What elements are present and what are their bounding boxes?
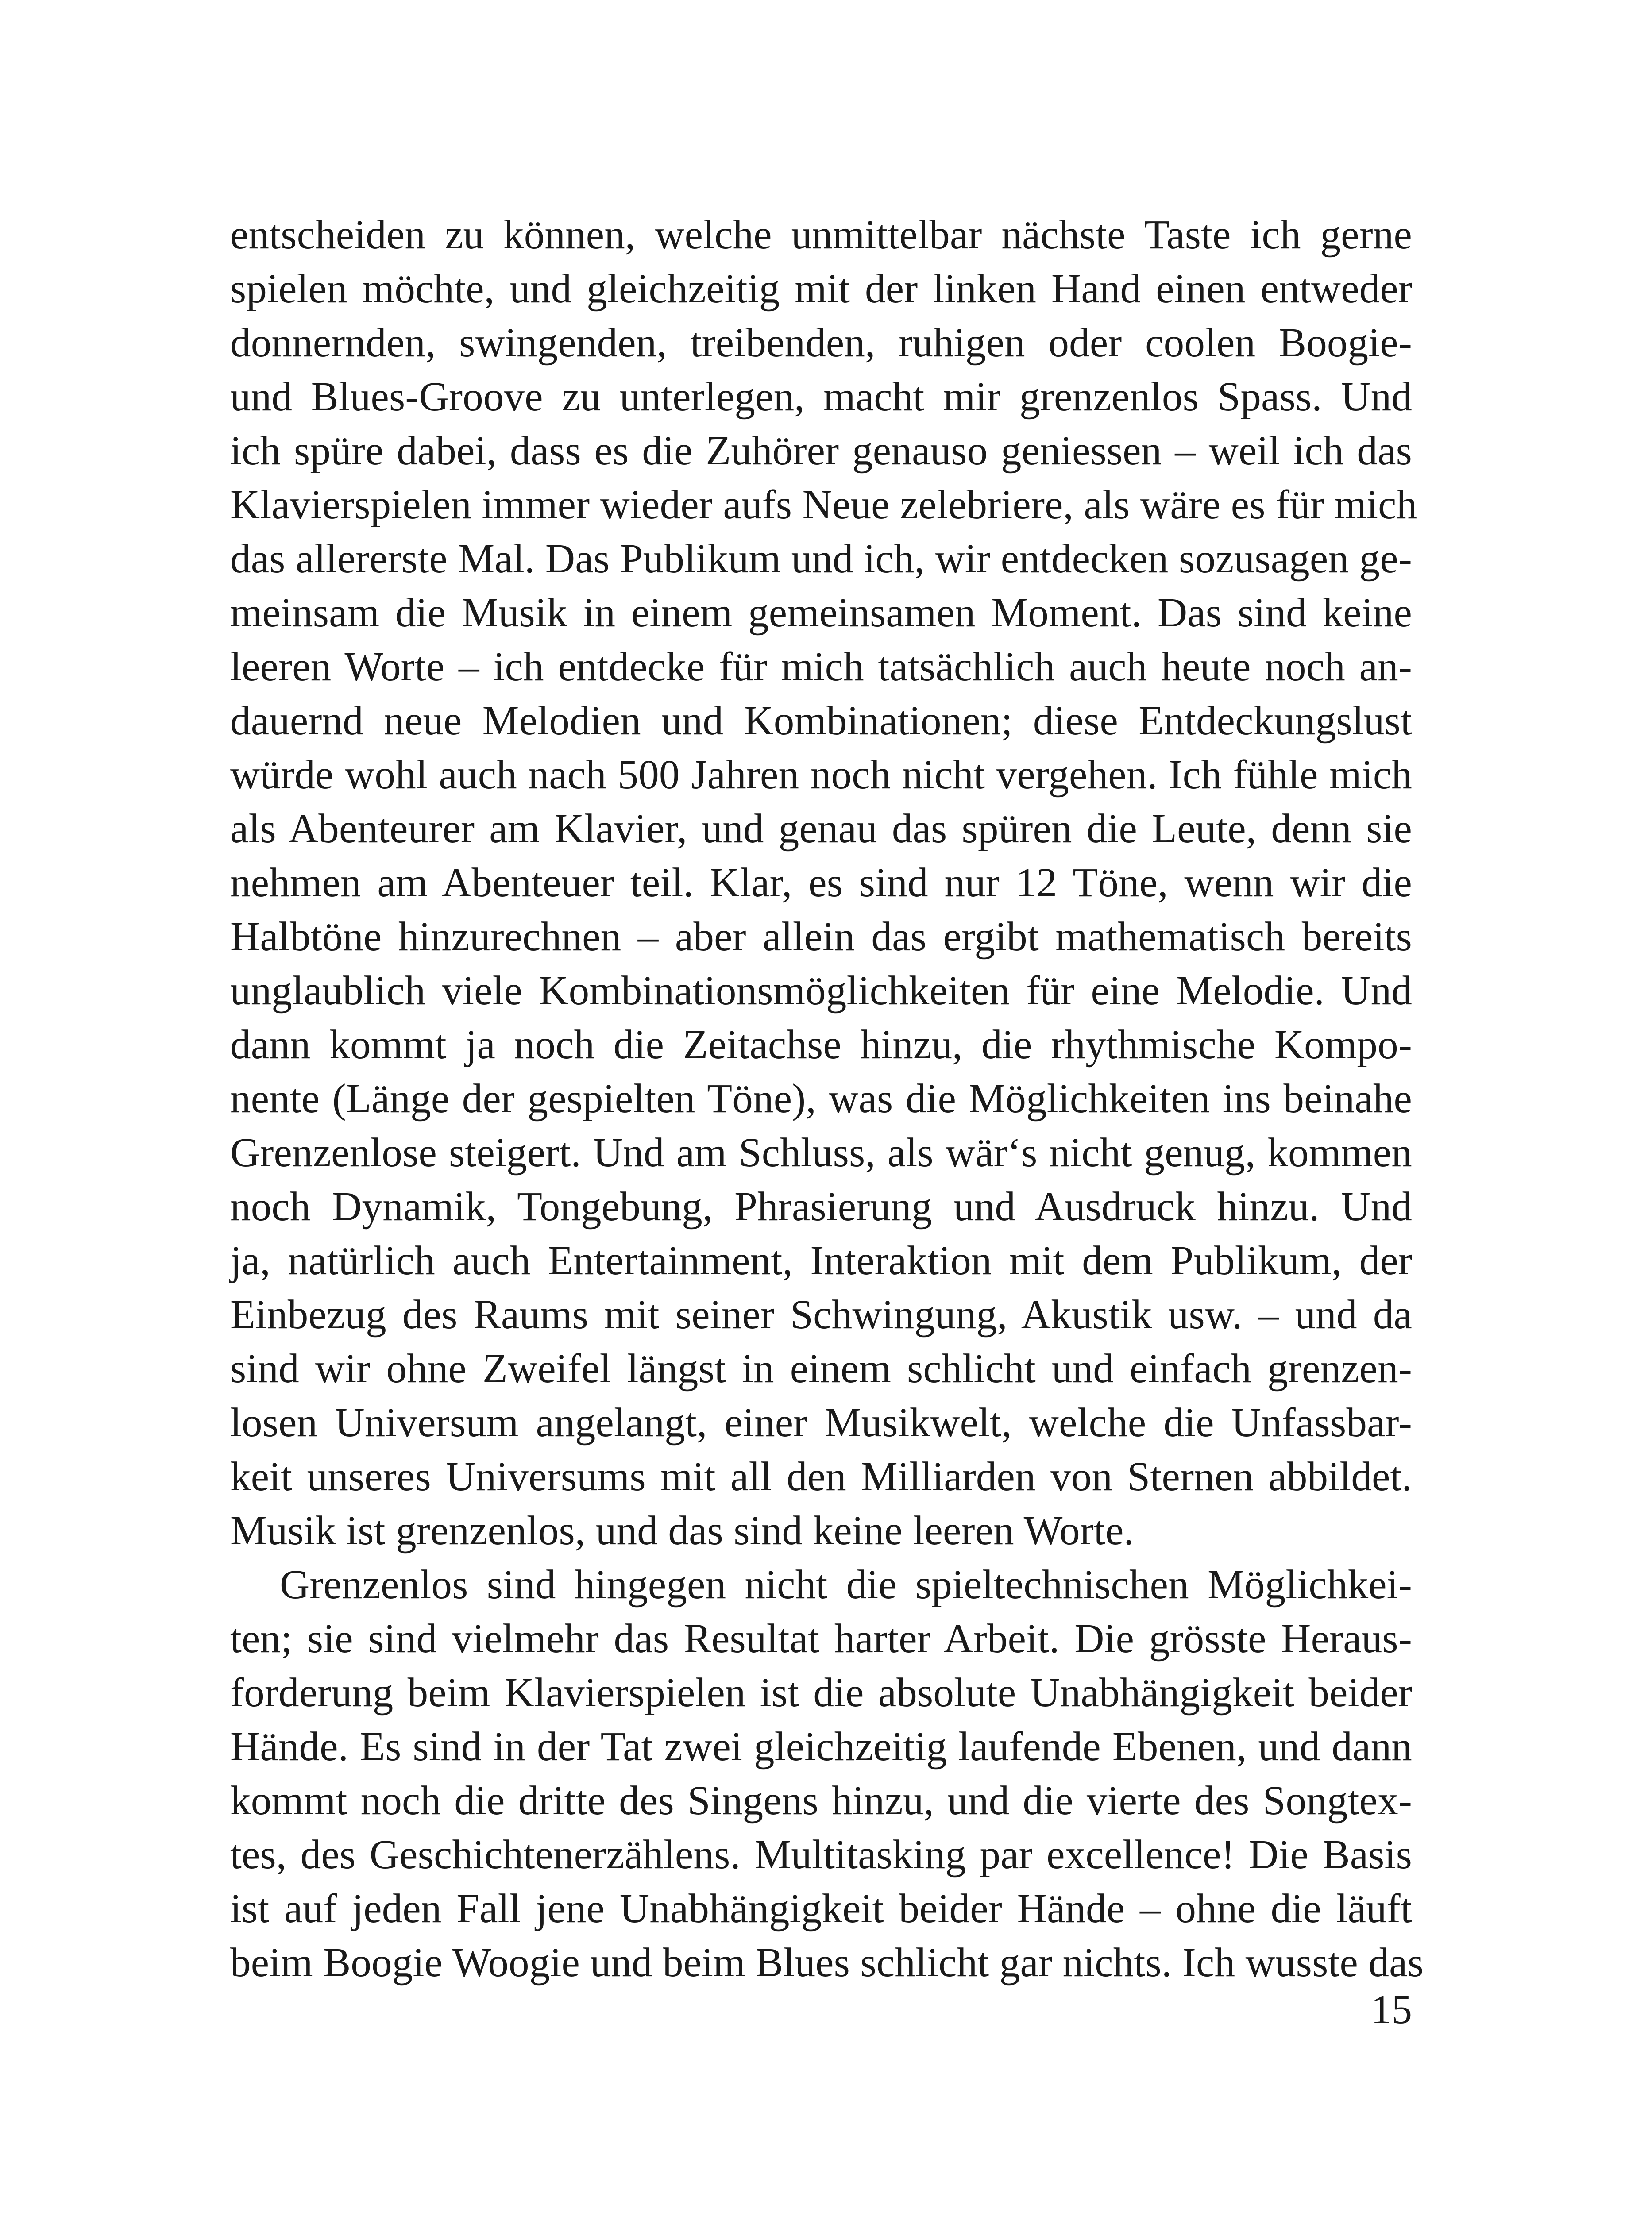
paragraph <box>230 208 1417 1558</box>
text-line: losen Universum angelangt, einer Musikwelt, welche die Unfassbar- <box>230 1400 1412 1446</box>
text-line: Grenzenlose steigert. Und am Schluss, als wär‘s nicht genug, kommen <box>230 1130 1412 1176</box>
text-line: Musik ist grenzenlos, und das sind keine leeren Worte. <box>230 1508 1134 1554</box>
text-line: leeren Worte – ich entdecke für mich tatsächlich auch heute noch an- <box>230 644 1412 690</box>
text-line: Einbezug des Raums mit seiner Schwingung, Akustik usw. – und da <box>230 1292 1412 1338</box>
text-line: dann kommt ja noch die Zeitachse hinzu, die rhythmische Kompo- <box>230 1022 1412 1068</box>
text-line: Halbtöne hinzurechnen – aber allein das ergibt mathematisch bereits <box>230 914 1412 960</box>
text-line: ja, natürlich auch Entertainment, Interaktion mit dem Publikum, der <box>230 1238 1412 1284</box>
text-line: Hände. Es sind in der Tat zwei gleichzeitig laufende Ebenen, und dann <box>230 1724 1412 1770</box>
text-line: unglaublich viele Kombinationsmöglichkeiten für eine Melodie. Und <box>230 968 1412 1014</box>
text-line: kommt noch die dritte des Singens hinzu, und die vierte des Songtex- <box>230 1778 1412 1824</box>
body-text <box>230 208 1424 1990</box>
text-line: keit unseres Universums mit all den Milliarden von Sternen abbildet. <box>230 1454 1412 1500</box>
text-line: das allererste Mal. Das Publikum und ich, wir entdecken sozusagen ge- <box>230 536 1412 582</box>
text-line: ist auf jeden Fall jene Unabhängigkeit beider Hände – ohne die läuft <box>230 1886 1412 1932</box>
text-line: entscheiden zu können, welche unmittelbar nächste Taste ich gerne <box>230 212 1412 258</box>
text-line: meinsam die Musik in einem gemeinsamen Moment. Das sind keine <box>230 590 1412 636</box>
text-line: sind wir ohne Zweifel längst in einem schlicht und einfach grenzen- <box>230 1346 1412 1392</box>
text-line: noch Dynamik, Tongebung, Phrasierung und Ausdruck hinzu. Und <box>230 1184 1412 1230</box>
text-line: als Abenteurer am Klavier, und genau das spüren die Leute, denn sie <box>230 806 1412 852</box>
text-line: ich spüre dabei, dass es die Zuhörer genauso geniessen – weil ich das <box>230 428 1412 474</box>
text-line: ten; sie sind vielmehr das Resultat harter Arbeit. Die grösste Heraus- <box>230 1616 1412 1662</box>
page-number: 15 <box>1371 1987 1412 2032</box>
text-line: würde wohl auch nach 500 Jahren noch nicht vergehen. Ich fühle mich <box>230 752 1412 798</box>
text-line: und Blues-Groove zu unterlegen, macht mir grenzenlos Spass. Und <box>230 374 1412 420</box>
text-line: Grenzenlos sind hingegen nicht die spieltechnischen Möglichkei- <box>280 1562 1412 1608</box>
text-line: tes, des Geschichtenerzählens. Multitasking par excellence! Die Basis <box>230 1832 1412 1878</box>
text-line: forderung beim Klavierspielen ist die absolute Unabhängigkeit beider <box>230 1670 1412 1716</box>
text-line: spielen möchte, und gleichzeitig mit der linken Hand einen entweder <box>230 266 1412 312</box>
text-line: donnernden, swingenden, treibenden, ruhigen oder coolen Boogie- <box>230 320 1412 366</box>
paragraph <box>230 1558 1424 1990</box>
text-line: dauernd neue Melodien und Kombinationen; diese Entdeckungslust <box>230 698 1412 744</box>
text-line: beim Boogie Woogie und beim Blues schlicht gar nichts. Ich wusste das <box>230 1940 1424 1986</box>
text-line: nehmen am Abenteuer teil. Klar, es sind nur 12 Töne, wenn wir die <box>230 860 1412 906</box>
text-line: nente (Länge der gespielten Töne), was die Möglichkeiten ins beinahe <box>230 1076 1412 1122</box>
text-line: Klavierspielen immer wieder aufs Neue zelebriere, als wäre es für mich <box>230 482 1417 528</box>
